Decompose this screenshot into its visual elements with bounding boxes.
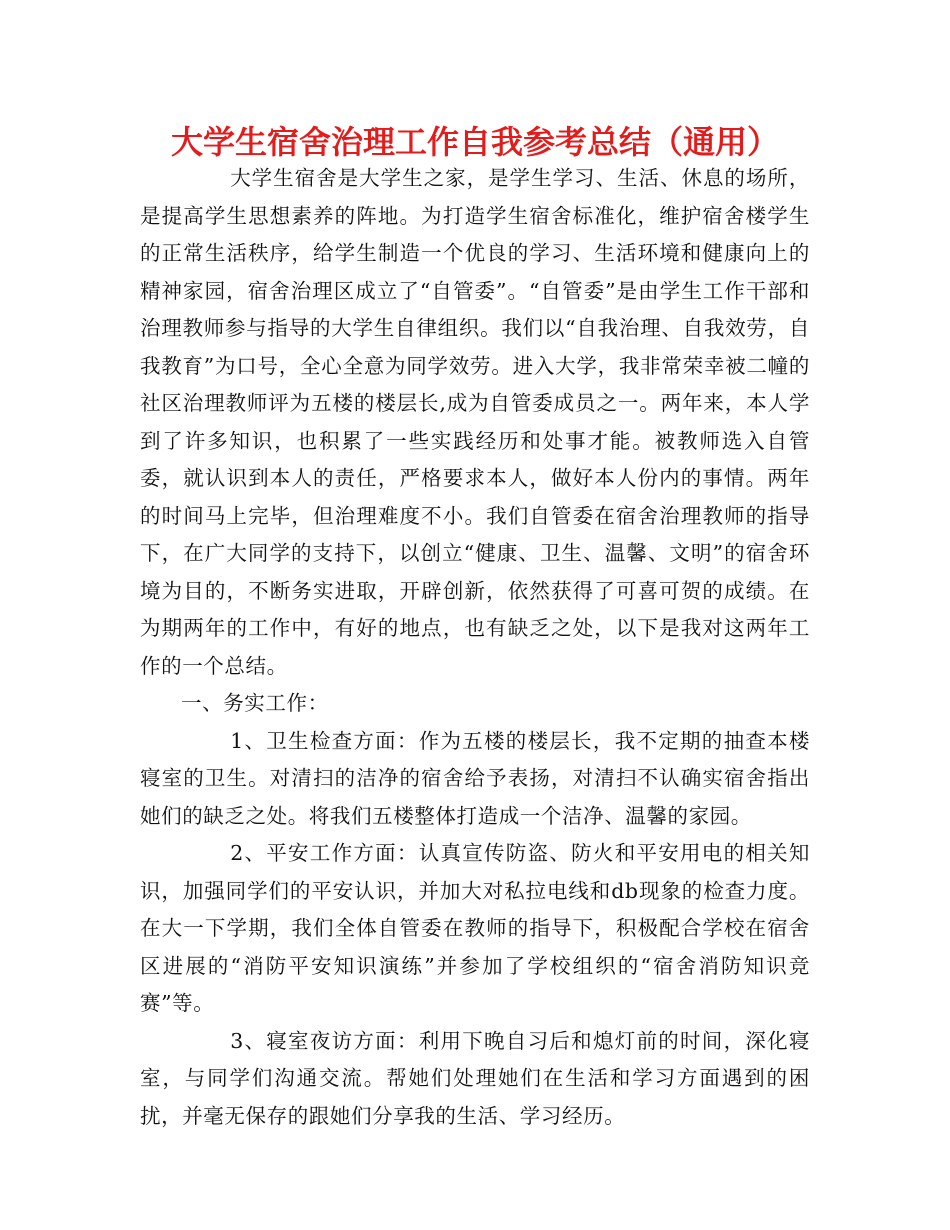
section-heading-practical-work: 一、务实工作： <box>181 691 329 715</box>
item-hygiene-inspection: 1、卫生检查方面：作为五楼的楼层长，我不定期的抽查本楼寝室的卫生。对清扫的洁净的宿舍给予表扬，对清扫不认确实宿舍指出她们的缺乏之处。将我们五楼整体打造成一个洁净、温馨的家园。 <box>140 728 810 828</box>
item-safety-work: 2、平安工作方面：认真宣传防盗、防火和平安用电的相关知识，加强同学们的平安认识，并加大对私拉电线和db现象的检查力度。在大一下学期，我们全体自管委在教师的指导下，积极配合学校在宿舍区进展的“消防平安知识演练”并参加了学校组织的“宿舍消防知识竞赛”等。 <box>140 841 810 1015</box>
item-dorm-night-visit: 3、寝室夜访方面：利用下晚自习后和熄灯前的时间，深化寝室，与同学们沟通交流。帮她们处理她们在生活和学习方面遇到的困扰，并毫无保存的跟她们分享我的生活、学习经历。 <box>140 1028 810 1128</box>
document-body <box>140 160 810 1135</box>
document-title: 大学生宿舍治理工作自我参考总结（通用） <box>170 123 779 161</box>
intro-paragraph: 大学生宿舍是大学生之家，是学生学习、生活、休息的场所，是提高学生思想素养的阵地。为打造学生宿舍标准化，维护宿舍楼学生的正常生活秩序，给学生制造一个优良的学习、生活环境和健康向上的精神家园，宿舍治理区成立了“自管委”。“自管委”是由学生工作干部和治理教师参与指导的大学生自律组织。我们以“自我治理、自我效劳，自我教育”为口号，全心全意为同学效劳。进入大学，我非常荣幸被二幢的社区治理教师评为五楼的楼层长,成为自管委成员之一。两年来，本人学到了许多知识，也积累了一些实践经历和处事才能。被教师选入自管委，就认识到本人的责任，严格要求本人，做好本人份内的事情。两年的时间马上完毕，但治理难度不小。我们自管委在宿舍治理教师的指导下，在广大同学的支持下，以创立“健康、卫生、温馨、文明”的宿舍环境为目的，不断务实进取，开辟创新，依然获得了可喜可贺的成绩。在为期两年的工作中，有好的地点，也有缺乏之处，以下是我对这两年工作的一个总结。 <box>140 166 810 678</box>
